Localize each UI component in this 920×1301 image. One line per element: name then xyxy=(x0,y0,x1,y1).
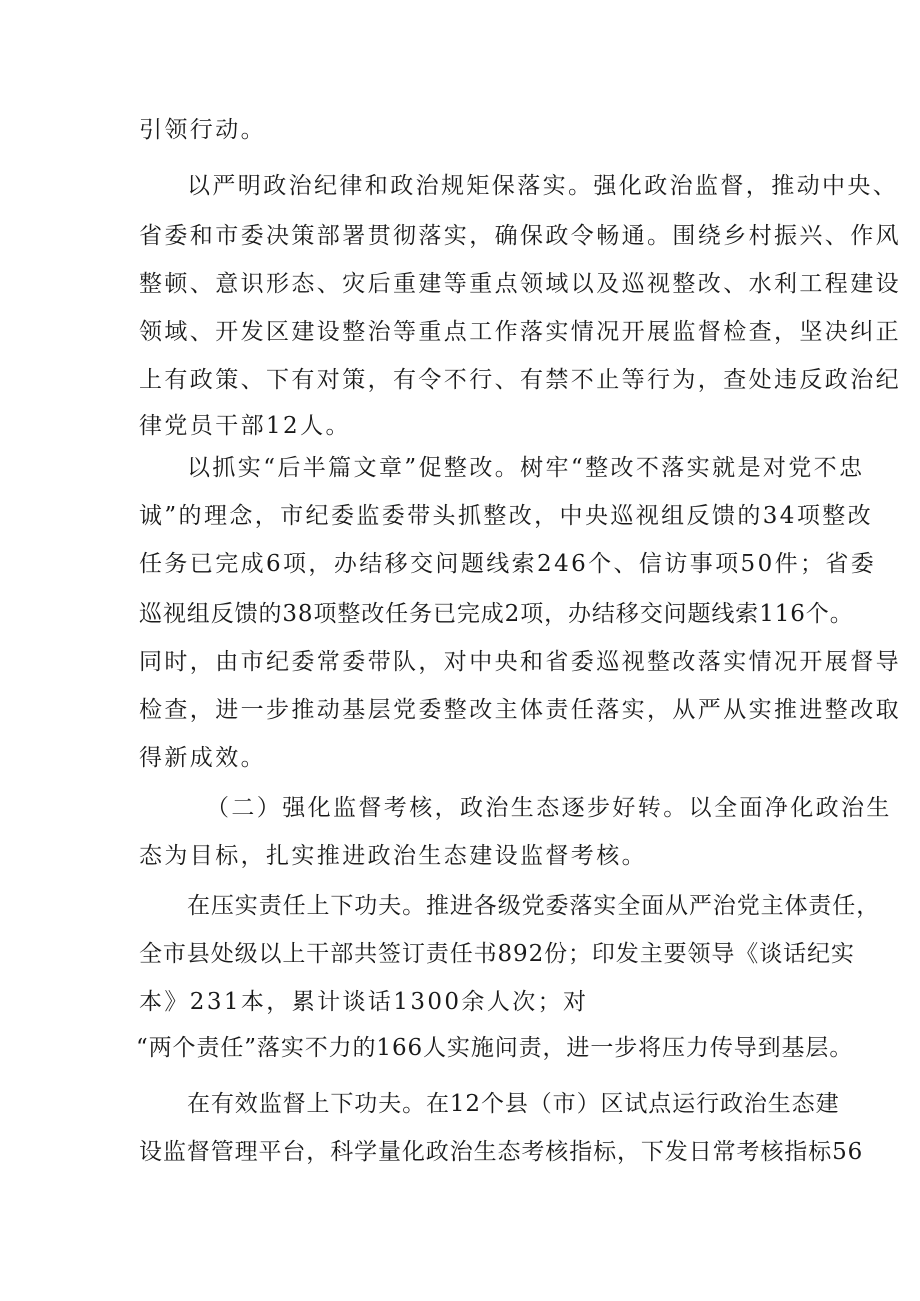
text-line: 得新成效。 xyxy=(139,745,266,771)
text-line: 任务已完成6项，办结移交问题线索246个、信访事项50件；省委 xyxy=(139,551,877,577)
text-line: 诚”的理念，市纪委监委带头抓整改，中央巡视组反馈的34项整改 xyxy=(139,503,874,529)
text-line: 整顿、意识形态、灾后重建等重点领域以及巡视整改、水利工程建设 xyxy=(139,271,901,297)
text-line: “两个责任”落实不力的166人实施问责，进一步将压力传导到基层。 xyxy=(136,1035,854,1061)
text-line: 省委和市委决策部署贯彻落实，确保政令畅通。围绕乡村振兴、作风 xyxy=(139,223,901,249)
text-line: 设监督管理平台，科学量化政治生态考核指标，下发日常考核指标56 xyxy=(139,1139,864,1165)
paragraph-heading-responsibility: 在压实责任上下功夫。推进各级党委落实全面从严治党主体责任， xyxy=(187,893,881,919)
text-line: 律党员干部12人。 xyxy=(139,413,351,439)
text-line: 领域、开发区建设整治等重点工作落实情况开展监督检查，坚决纠正 xyxy=(139,319,901,345)
text-line: 全市县处级以上干部共签订责任书892份；印发主要领导《谈话纪实 xyxy=(139,941,855,967)
text-line: 引领行动。 xyxy=(139,117,266,143)
section-heading-2: （二）强化监督考核，政治生态逐步好转。以全面净化政治生 xyxy=(206,795,892,821)
paragraph-heading-rectification: 以抓实“后半篇文章”促整改。树牢“整改不落实就是对党不忠 xyxy=(187,455,865,481)
text-line: 态为目标，扎实推进政治生态建设监督考核。 xyxy=(139,843,647,869)
text-line: 检查，进一步推动基层党委整改主体责任落实，从严从实推进整改取 xyxy=(139,697,901,723)
text-line: 巡视组反馈的38项整改任务已完成2项，办结移交问题线索116个。 xyxy=(139,601,854,627)
text-line: 同时，由市纪委常委带队，对中央和省委巡视整改落实情况开展督导 xyxy=(139,649,901,675)
paragraph-heading-supervision: 在有效监督上下功夫。在12个县（市）区试点运行政治生态建 xyxy=(187,1091,840,1117)
text-line: 本》231本，累计谈话1300余人次；对 xyxy=(139,989,589,1015)
text-line: 上有政策、下有对策，有令不行、有禁不止等行为，查处违反政治纪 xyxy=(139,367,901,393)
paragraph-heading-political-discipline: 以严明政治纪律和政治规矩保落实。强化政治监督，推动中央、 xyxy=(187,173,899,199)
